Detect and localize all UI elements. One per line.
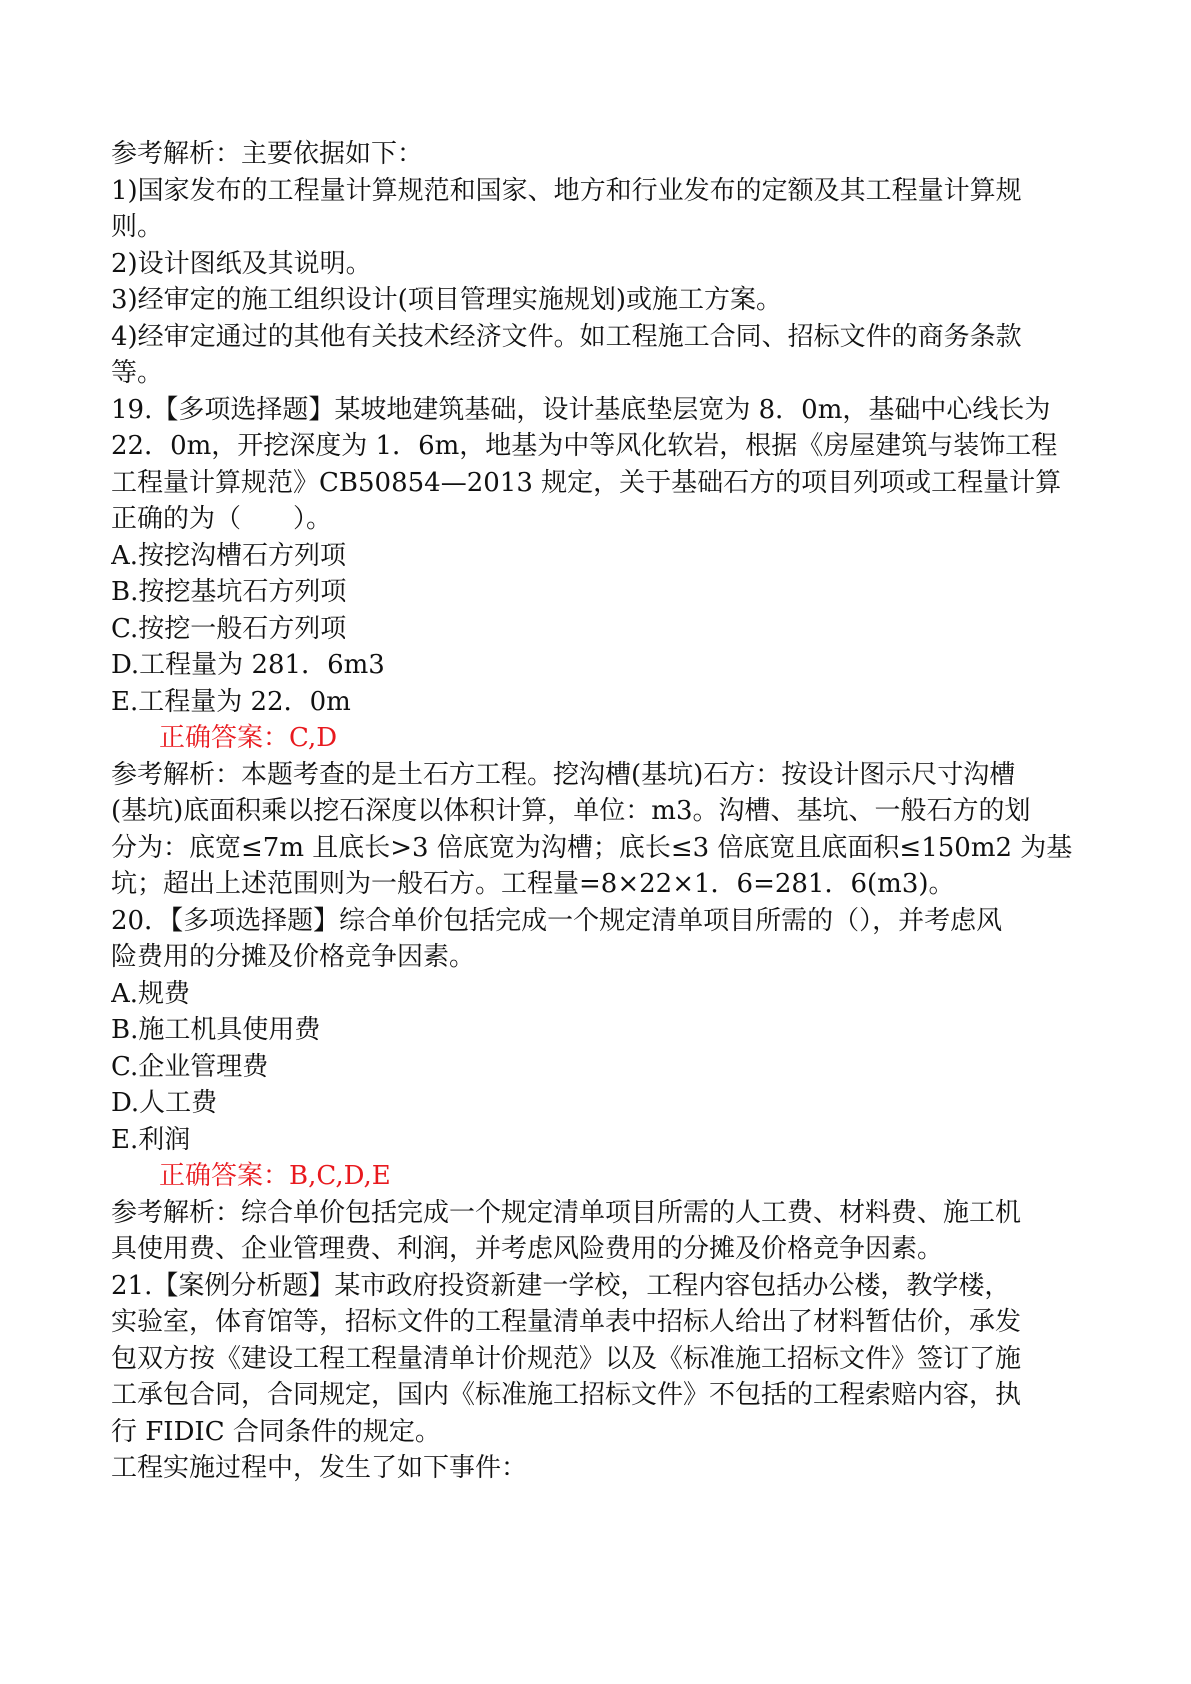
text-line: 工承包合同，合同规定，国内《标准施工招标文件》不包括的工程索赔内容，执 — [111, 1380, 1022, 1410]
text-line: 20．【多项选择题】综合单价包括完成一个规定清单项目所需的（），并考虑风 — [111, 905, 1003, 936]
text-line: 19.【多项选择题】某坡地建筑基础，设计基底垫层宽为 8．0m，基础中心线长为 — [111, 394, 1051, 425]
text-line: 2)设计图纸及其说明。 — [111, 248, 372, 279]
text-line: 包双方按《建设工程工程量清单计价规范》以及《标准施工招标文件》签订了施 — [111, 1343, 1022, 1374]
text-line: 工程实施过程中，发生了如下事件： — [111, 1453, 528, 1483]
text-line: 等。 — [111, 358, 164, 388]
text-line: A.按挖沟槽石方列项 — [111, 540, 347, 571]
text-line: 行 FIDIC 合同条件的规定。 — [111, 1416, 441, 1447]
text-line: 21.【案例分析题】某市政府投资新建一学校，工程内容包括办公楼，教学楼， — [111, 1270, 1011, 1301]
text-line: 实验室，体育馆等，招标文件的工程量清单表中招标人给出了材料暂估价，承发 — [111, 1307, 1022, 1337]
text-line: 工程量计算规范》CB50854—2013 规定，关于基础石方的项目列项或工程量计算 — [111, 467, 1062, 498]
text-line: B.按挖基坑石方列项 — [111, 577, 347, 607]
text-line: B.施工机具使用费 — [111, 1015, 321, 1045]
text-line: 险费用的分摊及价格竞争因素。 — [111, 942, 476, 972]
text-line: 正确的为（ ）。 — [111, 504, 333, 534]
correct-answer-line: 正确答案：B,C,D,E — [159, 1161, 391, 1191]
text-line: C.企业管理费 — [111, 1051, 269, 1082]
text-line: D.人工费 — [111, 1088, 218, 1118]
text-line: D.工程量为 281．6m3 — [111, 650, 385, 680]
text-line: 则。 — [111, 212, 164, 242]
text-line: 3)经审定的施工组织设计(项目管理实施规划)或施工方案。 — [111, 285, 782, 315]
text-line: 22．0m，开挖深度为 1．6m，地基为中等风化软岩，根据《房屋建筑与装饰工程 — [111, 431, 1058, 461]
document-page — [111, 136, 1091, 1487]
text-line: 1)国家发布的工程量计算规范和国家、地方和行业发布的定额及其工程量计算规 — [111, 175, 1022, 206]
text-line: A.规费 — [111, 978, 191, 1009]
text-line: 坑；超出上述范围则为一般石方。工程量=8×22×1．6=281．6(m3)。 — [111, 869, 955, 899]
correct-answer-line: 正确答案：C,D — [159, 723, 338, 753]
text-line: (基坑)底面积乘以挖石深度以体积计算，单位：m3。沟槽、基坑、一般石方的划 — [111, 796, 1031, 826]
text-line: 参考解析：综合单价包括完成一个规定清单项目所需的人工费、材料费、施工机 — [111, 1197, 1022, 1228]
text-line: 参考解析：本题考查的是土石方工程。挖沟槽(基坑)石方：按设计图示尺寸沟槽 — [111, 759, 1016, 790]
text-line: 具使用费、企业管理费、利润，并考虑风险费用的分摊及价格竞争因素。 — [111, 1234, 944, 1264]
text-line: 参考解析：主要依据如下： — [111, 139, 424, 169]
text-line: 4)经审定通过的其他有关技术经济文件。如工程施工合同、招标文件的商务条款 — [111, 321, 1022, 352]
text-line: 分为：底宽≤7m 且底长>3 倍底宽为沟槽；底长≤3 倍底宽且底面积≤150m2 为基 — [111, 832, 1073, 863]
text-line: E.工程量为 22．0m — [111, 686, 351, 717]
text-line: C.按挖一般石方列项 — [111, 613, 347, 644]
text-line: E.利润 — [111, 1124, 191, 1155]
